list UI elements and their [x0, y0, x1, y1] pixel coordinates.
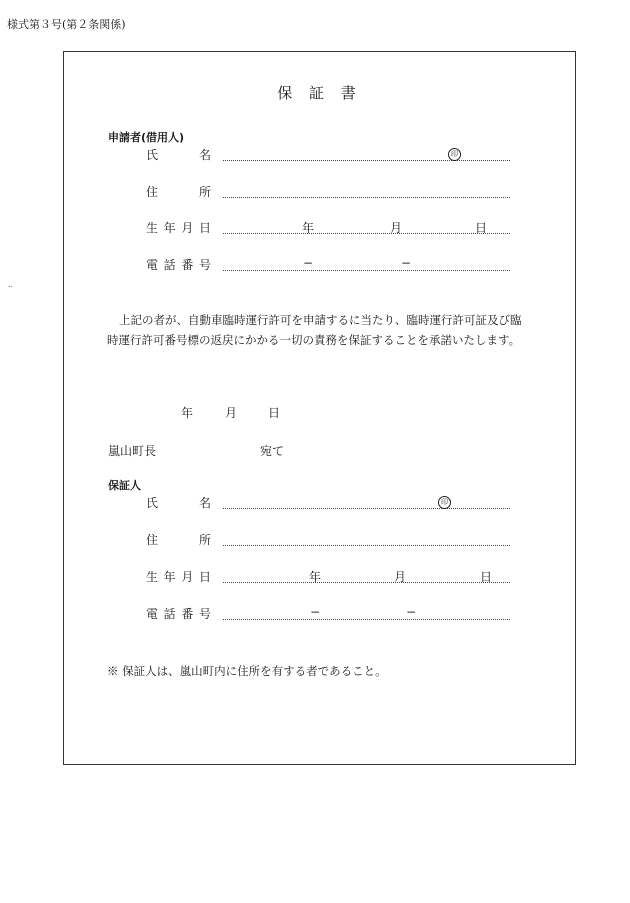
- phone-dash: −: [401, 256, 412, 270]
- applicant-phone-label: 電 話 番 号: [146, 258, 211, 272]
- phone-dash: −: [303, 256, 314, 270]
- date-month-unit: 月: [225, 406, 238, 420]
- guarantor-address-field[interactable]: [223, 545, 510, 546]
- guarantor-birthdate-label: 生 年 月 日: [146, 570, 211, 584]
- guarantor-note: ※ 保証人は、嵐山町内に住所を有する者であること。: [107, 664, 387, 678]
- guarantor-address-row: [64, 531, 575, 549]
- guarantor-phone-label: 電 話 番 号: [146, 607, 211, 621]
- applicant-name-field[interactable]: [223, 160, 510, 161]
- guarantor-name-row: [64, 494, 575, 512]
- applicant-birthdate-row: [64, 219, 575, 237]
- guarantor-phone-field[interactable]: [223, 619, 510, 620]
- guarantor-birthdate-row: [64, 568, 575, 586]
- phone-dash: −: [406, 605, 417, 619]
- applicant-name-label: 氏 名: [146, 148, 211, 162]
- guarantor-name-field[interactable]: [223, 508, 510, 509]
- guarantor-birthdate-field[interactable]: [223, 582, 510, 583]
- seal-mark: 印: [438, 496, 451, 509]
- stray-mark: ..: [8, 280, 14, 289]
- month-unit: 月: [390, 221, 403, 235]
- guarantee-statement: 上記の者が、自動車臨時運行許可を申請するに当たり、臨時運行許可証及び臨時運行許可番号標の返戻にかかる一切の責務を保証することを承諾いたします。: [107, 313, 522, 347]
- applicant-address-label: 住 所: [146, 185, 211, 199]
- applicant-birthdate-field[interactable]: [223, 233, 510, 234]
- guarantor-address-label: 住 所: [146, 533, 211, 547]
- form-number: 様式第３号(第２条関係): [7, 18, 126, 31]
- guarantee-form-frame: [63, 51, 576, 765]
- day-unit: 日: [480, 570, 493, 584]
- guarantor-heading: 保証人: [108, 479, 141, 492]
- applicant-phone-row: [64, 256, 575, 274]
- addressee-suffix: 宛て: [260, 444, 285, 458]
- seal-mark: 印: [448, 148, 461, 161]
- phone-dash: −: [310, 605, 321, 619]
- date-day-unit: 日: [268, 406, 281, 420]
- applicant-address-row: [64, 183, 575, 201]
- guarantor-phone-row: [64, 605, 575, 623]
- date-year-unit: 年: [181, 406, 194, 420]
- applicant-address-field[interactable]: [223, 197, 510, 198]
- day-unit: 日: [475, 221, 488, 235]
- applicant-name-row: [64, 146, 575, 164]
- guarantor-name-label: 氏 名: [146, 496, 211, 510]
- addressee-name: 嵐山町長: [108, 444, 157, 458]
- applicant-birthdate-label: 生 年 月 日: [146, 221, 211, 235]
- year-unit: 年: [309, 570, 322, 584]
- applicant-heading: 申請者(借用人): [108, 131, 185, 144]
- page-title: 保 証 書: [277, 84, 362, 102]
- year-unit: 年: [302, 221, 315, 235]
- month-unit: 月: [394, 570, 407, 584]
- applicant-phone-field[interactable]: [223, 270, 510, 271]
